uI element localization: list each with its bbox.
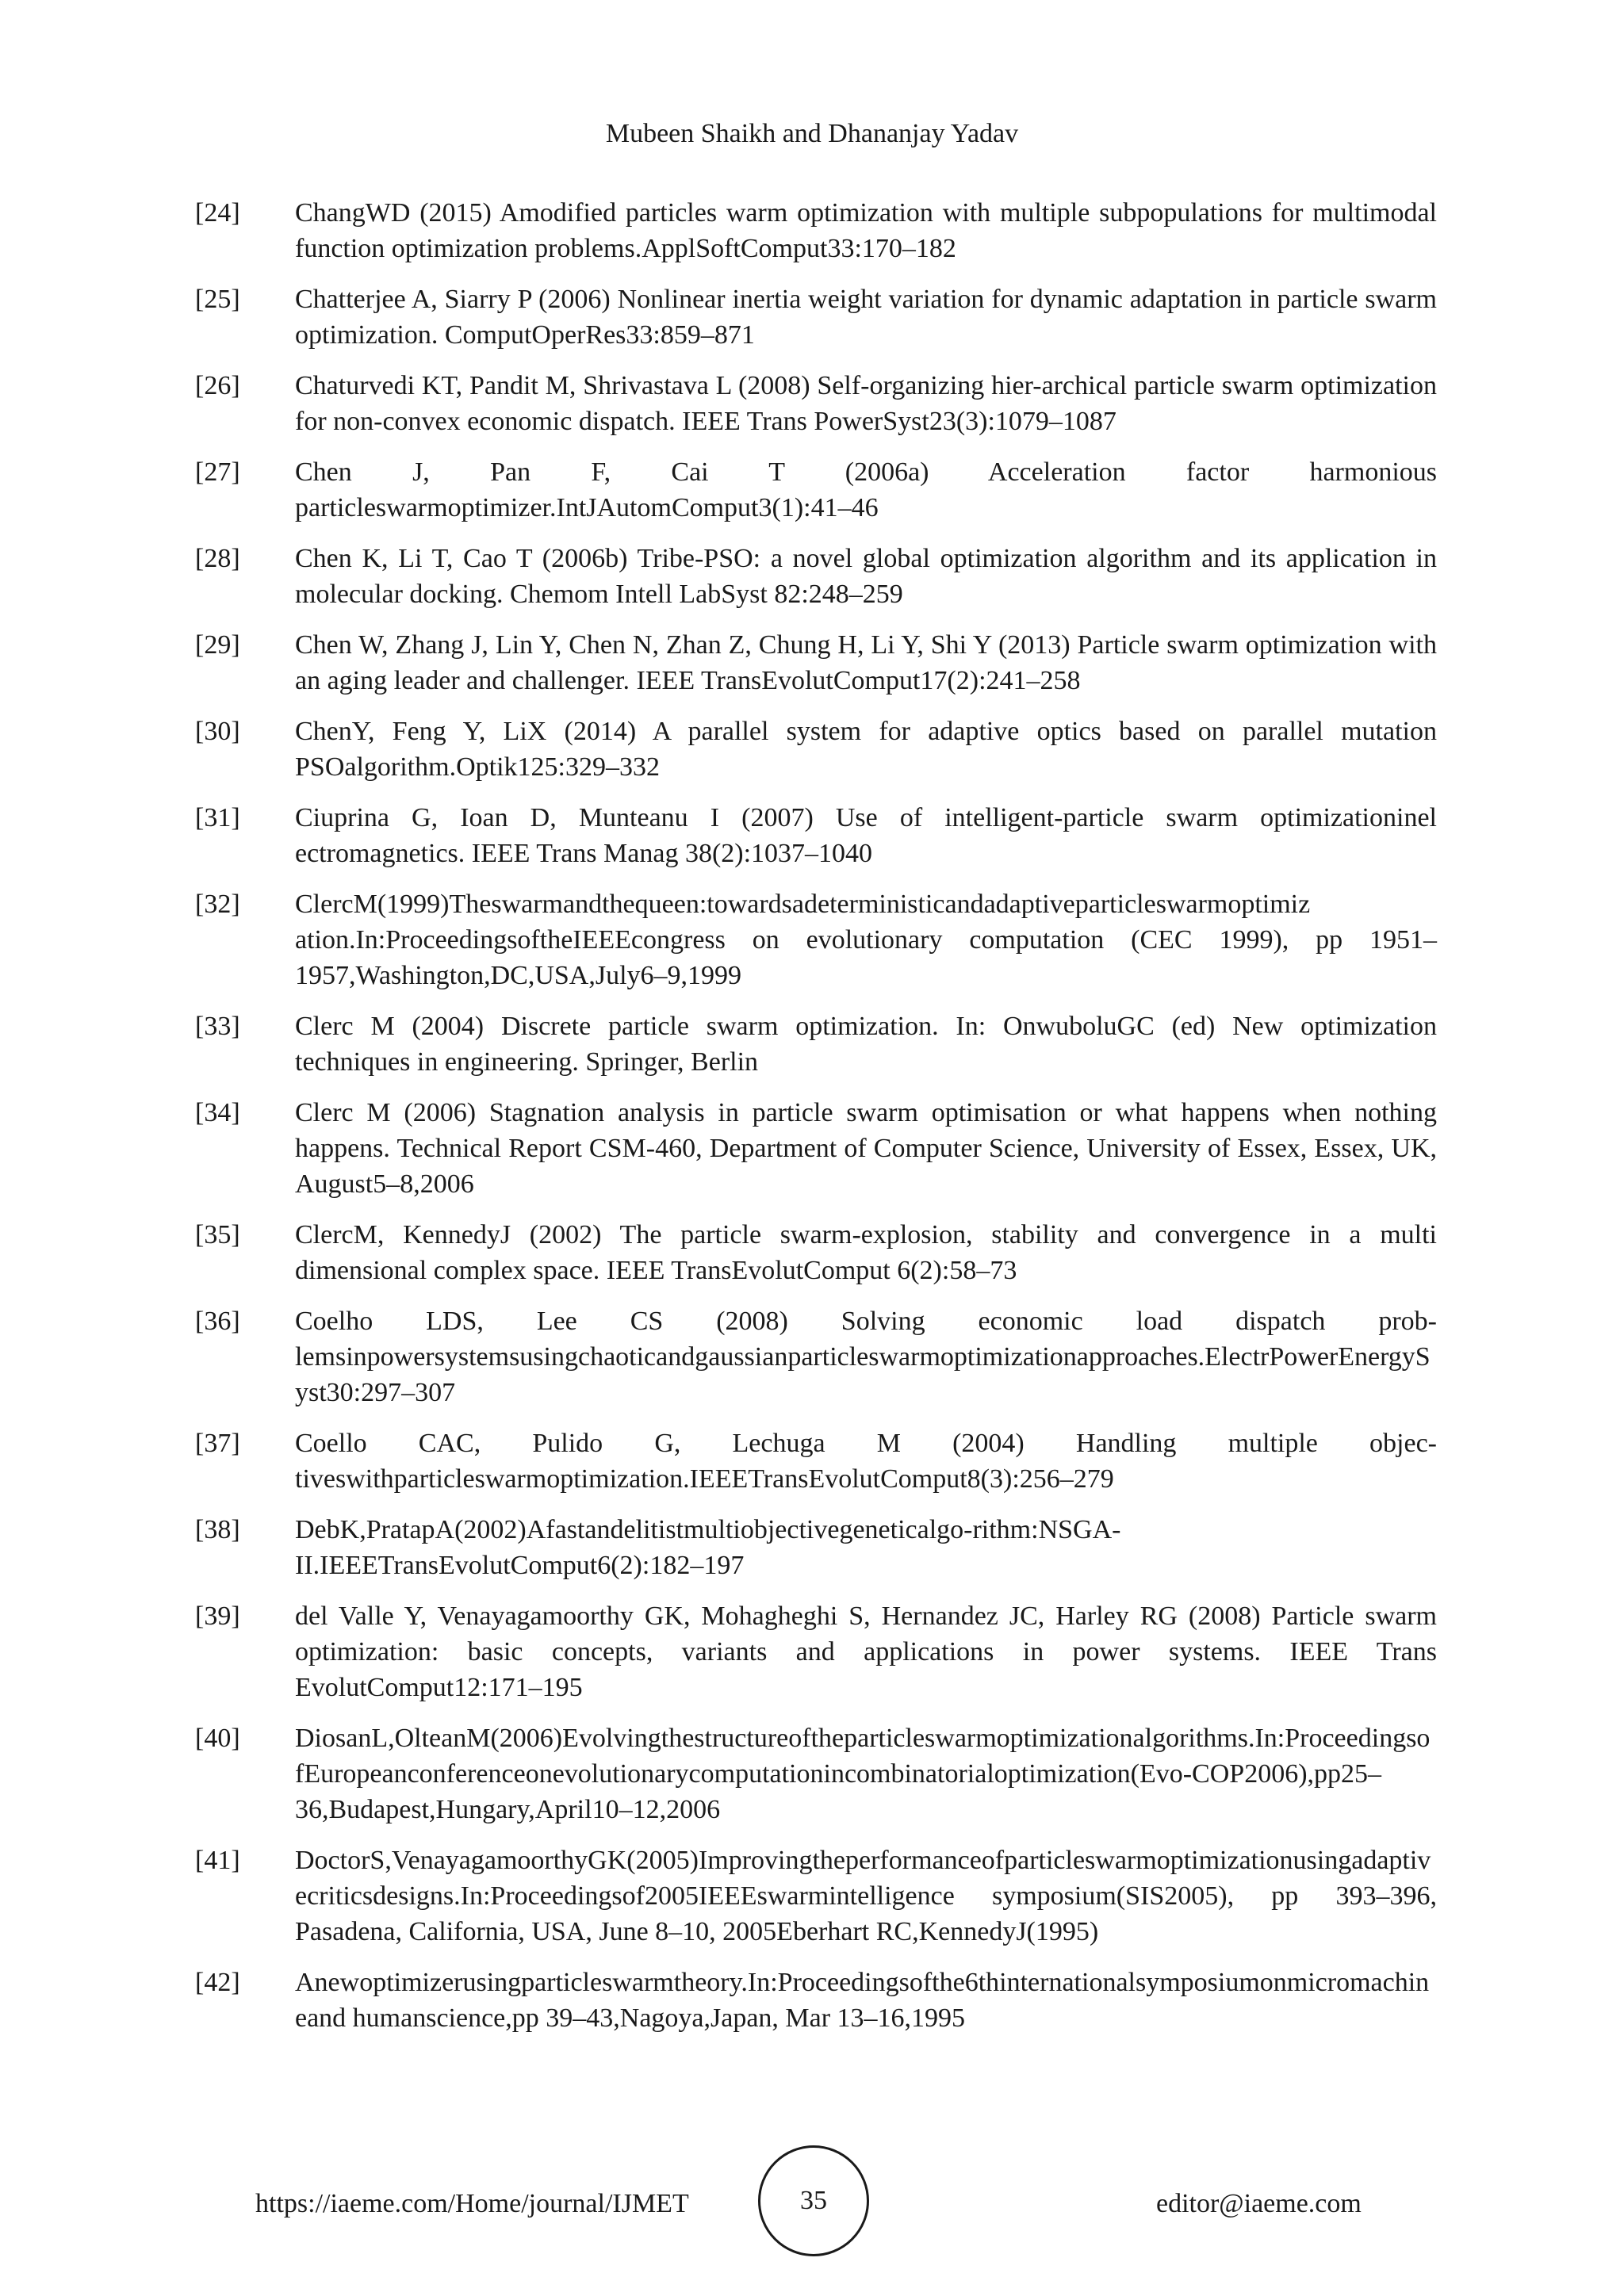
reference-entry: [195, 1095, 1437, 1202]
reference-number: [39]: [195, 1601, 240, 1631]
reference-text: Coello CAC, Pulido G, Lechuga M (2004) Handling multiple objec-tiveswithparticleswarmoptimization.IEEETransEvolutComput8(3):256–279: [295, 1429, 1437, 1494]
reference-entry: [195, 627, 1437, 698]
reference-entry: [195, 454, 1437, 526]
reference-number: [27]: [195, 457, 240, 487]
reference-list: [195, 195, 1437, 2051]
reference-entry: [195, 281, 1437, 353]
reference-number: [30]: [195, 717, 240, 746]
reference-text: Chen J, Pan F, Cai T (2006a) Acceleration factor harmonious particleswarmoptimizer.IntJAutomComput3(1):41–46: [295, 457, 1437, 522]
reference-number: [25]: [195, 285, 240, 314]
reference-text: Coelho LDS, Lee CS (2008) Solving economic load dispatch prob-lemsinpowersystemsusingchaoticandgaussianparticleswarmoptimizationapproaches.ElectrPowerEnergySyst30:297–307: [295, 1307, 1437, 1407]
reference-number: [36]: [195, 1307, 240, 1336]
reference-number: [33]: [195, 1012, 240, 1041]
reference-text: del Valle Y, Venayagamoorthy GK, Mohagheghi S, Hernandez JC, Harley RG (2008) Particle swarm optimization: basic concepts, variants and applications in power systems. IEEE Trans EvolutComput12:171–195: [295, 1601, 1437, 1702]
reference-text: Anewoptimizerusingparticleswarmtheory.In:Proceedingsofthe6thinternationalsymposiumonmicromachineand humanscience,pp 39–43,Nagoya,Japan, Mar 13–16,1995: [295, 1968, 1430, 2033]
reference-text: Chatterjee A, Siarry P (2006) Nonlinear inertia weight variation for dynamic adaptation in particle swarm optimization. ComputOperRes33:859–871: [295, 285, 1437, 350]
reference-number: [35]: [195, 1220, 240, 1249]
reference-number: [37]: [195, 1429, 240, 1458]
reference-entry: [195, 1425, 1437, 1497]
reference-text: ClercM(1999)Theswarmandthequeen:towardsadeterministicandadaptiveparticleswarmoptimiz ation.In:ProceedingsoftheIEEEcongress on evolutionary computation (CEC 1999), pp 1951–1957,Washington,DC,USA,July6–9,1999: [295, 890, 1437, 990]
reference-number: [41]: [195, 1846, 240, 1875]
reference-entry: [195, 1720, 1437, 1827]
page-footer: [0, 2145, 1624, 2256]
running-header: Mubeen Shaikh and Dhananjay Yadav: [605, 119, 1019, 148]
reference-number: [28]: [195, 544, 240, 573]
reference-entry: [195, 1217, 1437, 1288]
reference-entry: [195, 541, 1437, 612]
reference-number: [29]: [195, 630, 240, 660]
reference-text: ChangWD (2015) Amodified particles warm optimization with multiple subpopulations for multimodal function optimization problems.ApplSoftComput33:170–182: [295, 198, 1437, 263]
reference-text: Chen K, Li T, Cao T (2006b) Tribe-PSO: a novel global optimization algorithm and its application in molecular docking. Chemom Intell LabSyst 82:248–259: [295, 544, 1437, 609]
reference-number: [32]: [195, 890, 240, 919]
reference-entry: [195, 1512, 1437, 1583]
reference-text: DebK,PratapA(2002)Afastandelitistmultiobjectivegeneticalgo-rithm:NSGA-II.IEEETransEvolutComput6(2):182–197: [295, 1515, 1121, 1580]
reference-text: Clerc M (2006) Stagnation analysis in particle swarm optimisation or what happens when nothing happens. Technical Report CSM-460, Department of Computer Science, University of Essex, Essex, UK, August5–8,2006: [295, 1098, 1437, 1199]
reference-entry: [195, 714, 1437, 785]
reference-number: [38]: [195, 1515, 240, 1544]
journal-url-link[interactable]: https://iaeme.com/Home/journal/IJMET: [255, 2189, 689, 2218]
reference-text: Chaturvedi KT, Pandit M, Shrivastava L (2008) Self-organizing hier-archical particle swarm optimization for non-convex economic dispatch. IEEE Trans PowerSyst23(3):1079–1087: [295, 371, 1437, 436]
reference-number: [26]: [195, 371, 240, 400]
reference-text: ChenY, Feng Y, LiX (2014) A parallel system for adaptive optics based on parallel mutation PSOalgorithm.Optik125:329–332: [295, 717, 1437, 782]
reference-text: DiosanL,OlteanM(2006)Evolvingthestructureoftheparticleswarmoptimizationalgorithms.In:ProceedingsofEuropeanconferenceonevolutionarycomputationincombinatorialoptimization(Evo-COP2006),pp25–36,Budapest,Hungary,April10–12,2006: [295, 1724, 1431, 1824]
reference-entry: [195, 886, 1437, 993]
editor-email-link[interactable]: editor@iaeme.com: [1156, 2189, 1362, 2218]
reference-text: ClercM, KennedyJ (2002) The particle swarm-explosion, stability and convergence in a multi dimensional complex space. IEEE TransEvolutComput 6(2):58–73: [295, 1220, 1437, 1285]
reference-text: Chen W, Zhang J, Lin Y, Chen N, Zhan Z, Chung H, Li Y, Shi Y (2013) Particle swarm optimization with an aging leader and challenger. IEEE TransEvolutComput17(2):241–258: [295, 630, 1437, 695]
reference-entry: [195, 1965, 1437, 2036]
reference-number: [42]: [195, 1968, 240, 1997]
reference-entry: [195, 1598, 1437, 1705]
reference-entry: [195, 800, 1437, 871]
reference-entry: [195, 1843, 1437, 1950]
reference-text: DoctorS,VenayagamoorthyGK(2005)Improvingtheperformanceofparticleswarmoptimizationusingadaptivecriticsdesigns.In:Proceedingsof2005IEEEswarmintelligence symposium(SIS2005), pp 393–396, Pasadena, California, USA, June 8–10, 2005Eberhart RC,KennedyJ(1995): [295, 1846, 1437, 1946]
reference-number: [40]: [195, 1724, 240, 1753]
reference-text: Clerc M (2004) Discrete particle swarm optimization. In: OnwuboluGC (ed) New optimization techniques in engineering. Springer, Berlin: [295, 1012, 1437, 1077]
page-number-badge: [758, 2145, 869, 2256]
reference-entry: [195, 1008, 1437, 1080]
reference-number: [24]: [195, 198, 240, 228]
reference-entry: [195, 368, 1437, 439]
reference-entry: [195, 1303, 1437, 1410]
reference-entry: [195, 195, 1437, 266]
page-number: 35: [800, 2186, 827, 2215]
reference-number: [34]: [195, 1098, 240, 1127]
reference-text: Ciuprina G, Ioan D, Munteanu I (2007) Use of intelligent-particle swarm optimizationinel ectromagnetics. IEEE Trans Manag 38(2):1037–1040: [295, 803, 1437, 868]
reference-number: [31]: [195, 803, 240, 832]
